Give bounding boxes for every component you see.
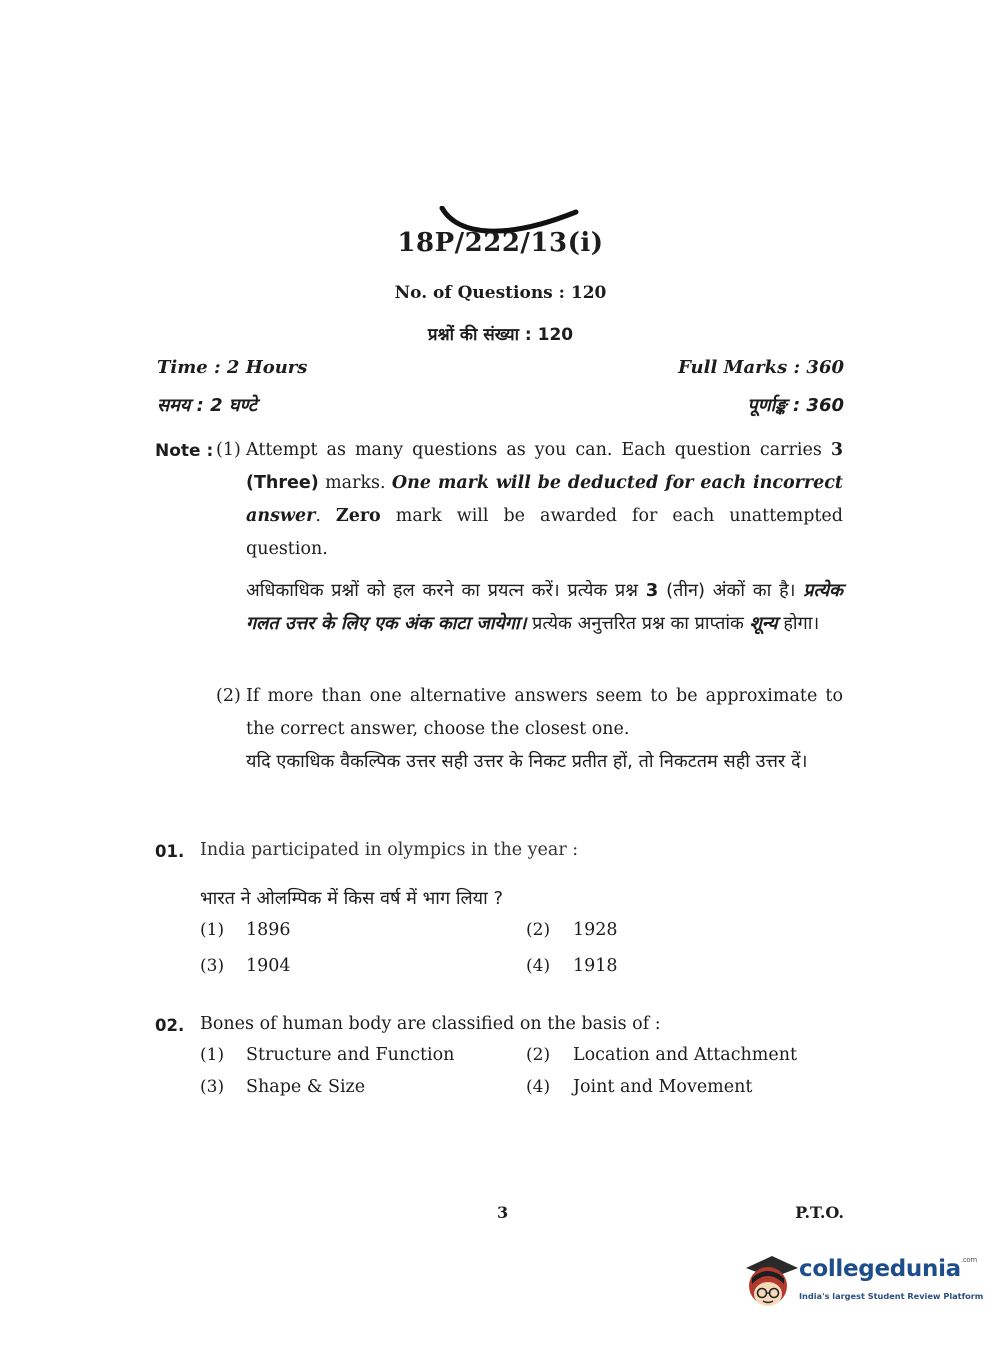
q2-option-3-number: (3) [200, 1077, 225, 1097]
q1-option-1: 1896 [246, 920, 291, 940]
q2-option-3: Shape & Size [246, 1077, 366, 1097]
questions-count-hi: प्रश्नों की संख्या : 120 [427, 325, 574, 345]
note-2-hindi: यदि एकाधिक वैकल्पिक उत्तर सही उत्तर के निकट प्रतीत हों, तो निकटतम सही उत्तर दें। [246, 751, 808, 772]
collegedunia-logo [742, 1250, 984, 1316]
questions-count-en: No. of Questions : 120 [394, 283, 607, 303]
q2-option-4: Joint and Movement [573, 1077, 753, 1097]
question-1-text: India participated in olympics in the year : [200, 840, 579, 860]
q1-option-1-number: (1) [200, 920, 225, 940]
q1-option-2: 1928 [573, 920, 618, 940]
q2-option-2: Location and Attachment [573, 1045, 798, 1065]
brand-tagline: India's largest Student Review Platform [799, 1291, 984, 1301]
q1-option-3-number: (3) [200, 956, 225, 976]
q2-option-2-number: (2) [526, 1045, 551, 1065]
q1-option-2-number: (2) [526, 920, 551, 940]
brand-name: collegedunia$^{.com}$ [799, 1256, 977, 1282]
full-marks-en: Full Marks : 360 [678, 357, 844, 378]
q1-option-4: 1918 [573, 956, 618, 976]
q2-option-4-number: (4) [526, 1077, 551, 1097]
question-2-number: 02. [155, 1016, 185, 1035]
page-number: 3 [497, 1203, 509, 1222]
q2-option-1: Structure and Function [246, 1045, 455, 1065]
q1-option-4-number: (4) [526, 956, 551, 976]
note-label: Note : [155, 441, 214, 461]
note-1-number: (1) [216, 440, 241, 460]
time-hi: समय : 2 घण्टे [157, 395, 257, 416]
question-1-number: 01. [155, 842, 185, 861]
full-marks-hi: पूर्णाङ्क : 360 [747, 395, 844, 416]
graduate-mascot-icon [742, 1250, 798, 1314]
time-en: Time : 2 Hours [157, 357, 308, 378]
note-1-hindi: अधिकाधिक प्रश्नों को हल करने का प्रयत्न करें। प्रत्येक प्रश्न 3 (तीन) अंकों का है। प्रत्येक गलत उत्तर के लिए एक अंक काटा जायेगा। प्रत्येक अनुत्तरित प्रश्न का प्राप्तांक शून्य होगा। [246, 580, 843, 634]
q1-option-3: 1904 [246, 956, 291, 976]
paper-code: 18P/222/13(i) [397, 228, 604, 258]
question-1-text-hindi: भारत ने ओलम्पिक में किस वर्ष में भाग लिया ? [200, 888, 504, 909]
question-2-text: Bones of human body are classified on the basis of : [200, 1014, 661, 1034]
q2-option-1-number: (1) [200, 1045, 225, 1065]
note-1-english: Attempt as many questions as you can. Each question carries 3 (Three) marks. One mark will be deducted for each incorrect answer. Zero mark will be awarded for each unattempted question. [246, 440, 843, 559]
note-2-english: If more than one alternative answers seem to be approximate to the correct answer, choose the closest one. [246, 686, 843, 739]
pto-label: P.T.O. [795, 1203, 844, 1222]
note-2-number: (2) [216, 686, 241, 706]
